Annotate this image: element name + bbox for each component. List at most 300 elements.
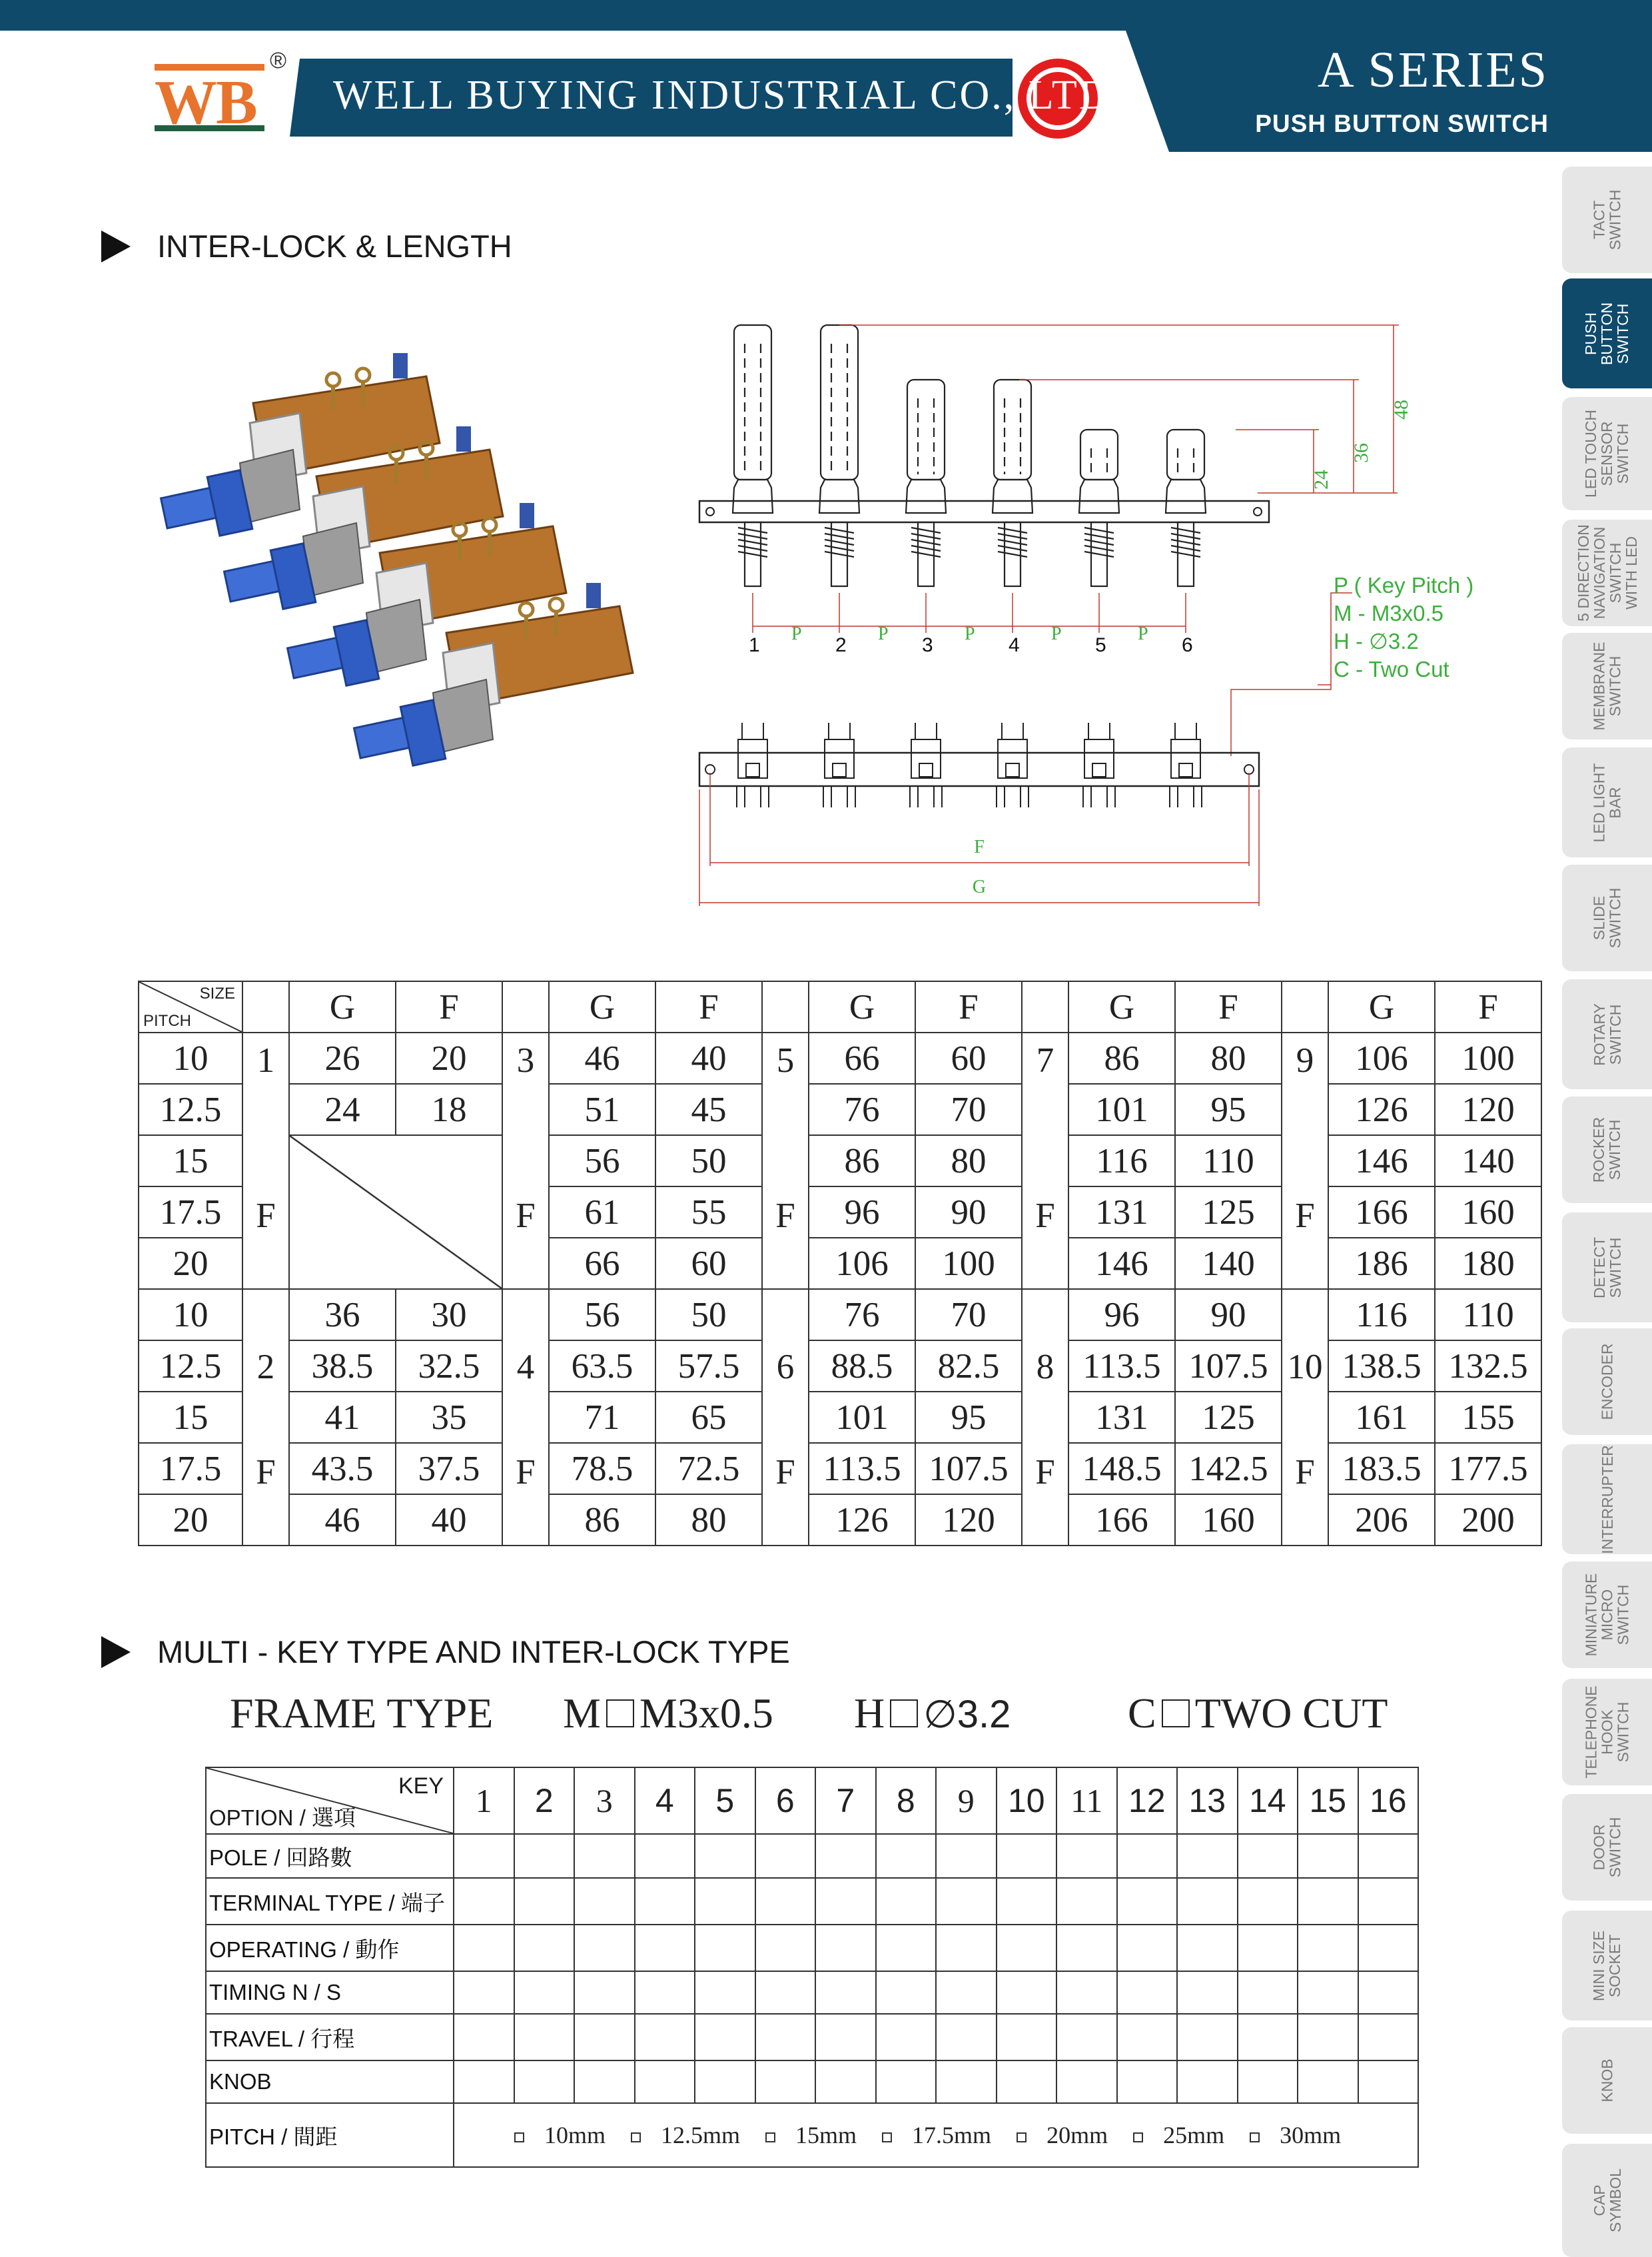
option-cell[interactable] bbox=[1056, 1971, 1117, 2014]
option-row-label: KNOB bbox=[206, 2060, 454, 2103]
f-value: 80 bbox=[915, 1135, 1022, 1186]
key-header-10: 10 bbox=[997, 1767, 1057, 1834]
option-cell[interactable] bbox=[1298, 2014, 1358, 2060]
key-header-15: 15 bbox=[1298, 1767, 1358, 1834]
checkbox-h[interactable] bbox=[890, 1699, 918, 1727]
option-cell[interactable] bbox=[997, 2014, 1057, 2060]
g-value: 96 bbox=[1068, 1289, 1175, 1340]
pitch-value: 10 bbox=[139, 1033, 242, 1084]
side-tab-label: KNOB bbox=[1598, 2058, 1616, 2102]
option-cell[interactable] bbox=[1177, 2014, 1238, 2060]
option-cell[interactable] bbox=[635, 2060, 695, 2103]
option-cell[interactable] bbox=[1117, 2014, 1178, 2060]
f-value: 45 bbox=[655, 1084, 762, 1135]
side-tab-label: ROTARY SWITCH bbox=[1590, 1003, 1624, 1066]
key-number-3: 3 bbox=[922, 634, 933, 656]
option-cell[interactable] bbox=[936, 1878, 997, 1925]
g-value: 56 bbox=[549, 1135, 655, 1186]
key-f-label: F bbox=[256, 1453, 276, 1492]
drawing-key-3 bbox=[906, 380, 946, 586]
g-value: 88.5 bbox=[809, 1340, 915, 1392]
side-tab-miniature-micro-switch[interactable] bbox=[1562, 1562, 1652, 1668]
option-cell[interactable] bbox=[574, 1971, 635, 2014]
f-value: 57.5 bbox=[655, 1340, 762, 1392]
option-cell[interactable] bbox=[936, 1925, 997, 1971]
drawing-terminal-5 bbox=[1083, 723, 1115, 807]
option-cell[interactable] bbox=[876, 1834, 937, 1878]
option-label: OPTION / 選項 bbox=[209, 1805, 356, 1830]
col-header-g: G bbox=[1068, 981, 1175, 1033]
option-cell[interactable] bbox=[1117, 1925, 1178, 1971]
pitch-value: 15 bbox=[139, 1135, 242, 1186]
key-count-cell bbox=[1282, 1033, 1328, 1289]
frame-h-text: ∅3.2 bbox=[923, 1693, 1011, 1736]
option-cell[interactable] bbox=[1238, 1971, 1298, 2014]
pitch-value: 15 bbox=[139, 1392, 242, 1443]
side-tab-knob[interactable] bbox=[1562, 2027, 1652, 2134]
g-value: 78.5 bbox=[549, 1443, 655, 1494]
option-cell[interactable] bbox=[1298, 2060, 1358, 2103]
option-cell[interactable] bbox=[1358, 1834, 1419, 1878]
option-cell[interactable] bbox=[1238, 1925, 1298, 1971]
option-cell[interactable] bbox=[936, 1834, 997, 1878]
option-cell[interactable] bbox=[755, 1878, 816, 1925]
option-cell[interactable] bbox=[1056, 2014, 1117, 2060]
option-cell[interactable] bbox=[1358, 1878, 1419, 1925]
option-cell[interactable] bbox=[876, 1971, 937, 2014]
side-tab-label: ENCODER bbox=[1598, 1343, 1616, 1420]
option-row bbox=[206, 1925, 1418, 1971]
section-title: MULTI - KEY TYPE AND INTER-LOCK TYPE bbox=[157, 1634, 790, 1669]
f-value: 40 bbox=[396, 1494, 502, 1546]
option-cell[interactable] bbox=[1177, 1971, 1238, 2014]
f-value: 32.5 bbox=[396, 1340, 502, 1392]
f-value: 55 bbox=[655, 1186, 762, 1238]
g-value: 63.5 bbox=[549, 1340, 655, 1392]
col-header-g: G bbox=[1328, 981, 1435, 1033]
side-tab-detect-switch[interactable] bbox=[1562, 1212, 1652, 1322]
company-logo: WB bbox=[155, 68, 256, 137]
key-count: 1 bbox=[256, 1041, 275, 1080]
f-value: 140 bbox=[1175, 1238, 1282, 1289]
side-tab-membrane-switch[interactable] bbox=[1562, 633, 1652, 739]
side-tab-mini-size-socket[interactable] bbox=[1562, 1911, 1652, 2021]
option-row bbox=[206, 2014, 1418, 2060]
f-value: 18 bbox=[396, 1084, 502, 1135]
g-value: 46 bbox=[549, 1033, 655, 1084]
option-row bbox=[206, 2060, 1418, 2103]
option-cell[interactable] bbox=[695, 1834, 755, 1878]
g-value: 51 bbox=[549, 1084, 655, 1135]
option-cell[interactable] bbox=[815, 1878, 876, 1925]
key-count: 9 bbox=[1296, 1041, 1314, 1080]
pitch-checkbox[interactable] bbox=[1250, 2132, 1260, 2142]
option-row bbox=[206, 1971, 1418, 2014]
option-cell[interactable] bbox=[876, 1878, 937, 1925]
g-value: 113.5 bbox=[809, 1443, 915, 1494]
option-cell[interactable] bbox=[514, 1925, 575, 1971]
option-cell[interactable] bbox=[815, 1925, 876, 1971]
product-photo bbox=[140, 343, 676, 803]
key-count-cell bbox=[502, 1033, 549, 1289]
option-cell[interactable] bbox=[997, 1925, 1057, 1971]
triangle-bullet-icon bbox=[101, 1636, 131, 1668]
key-header-1: 1 bbox=[454, 1767, 514, 1834]
option-cell[interactable] bbox=[815, 1834, 876, 1878]
option-cell[interactable] bbox=[1056, 2060, 1117, 2103]
option-cell[interactable] bbox=[876, 1925, 937, 1971]
key-count-cell bbox=[242, 1033, 289, 1289]
option-cell[interactable] bbox=[514, 1971, 575, 2014]
option-cell[interactable] bbox=[936, 1971, 997, 2014]
table-row bbox=[139, 1494, 1541, 1546]
option-cell[interactable] bbox=[695, 1925, 755, 1971]
pitch-label: P bbox=[965, 624, 975, 644]
f-value: 82.5 bbox=[915, 1340, 1022, 1392]
option-cell[interactable] bbox=[815, 2060, 876, 2103]
side-tab-label: LED TOUCH SENSOR SWITCH bbox=[1582, 409, 1632, 498]
option-cell[interactable] bbox=[574, 2060, 635, 2103]
key-f-label: F bbox=[775, 1196, 795, 1235]
option-cell[interactable] bbox=[1238, 2060, 1298, 2103]
option-cell[interactable] bbox=[1298, 1878, 1358, 1925]
option-cell[interactable] bbox=[1238, 1878, 1298, 1925]
pitch-value: 12.5 bbox=[139, 1340, 242, 1392]
f-value: 90 bbox=[1175, 1289, 1282, 1340]
option-row bbox=[206, 1834, 1418, 1878]
side-tab-label: PUSH BUTTON SWITCH bbox=[1582, 302, 1632, 365]
pitch-checkbox[interactable] bbox=[882, 2132, 892, 2142]
side-tab-push-button-switch[interactable] bbox=[1562, 278, 1652, 388]
g-value: 126 bbox=[809, 1494, 915, 1546]
key-header-7: 7 bbox=[815, 1767, 876, 1834]
option-cell[interactable] bbox=[695, 2014, 755, 2060]
side-tab-label: SLIDE SWITCH bbox=[1590, 887, 1624, 949]
option-cell[interactable] bbox=[876, 2060, 937, 2103]
option-cell[interactable] bbox=[815, 2014, 876, 2060]
option-cell[interactable] bbox=[635, 1878, 695, 1925]
f-value: 80 bbox=[1175, 1033, 1282, 1084]
col-header-f: F bbox=[396, 981, 502, 1033]
key-header-3: 3 bbox=[574, 1767, 635, 1834]
key-count-cell bbox=[502, 1289, 549, 1546]
pitch-option-label: 30mm bbox=[1280, 2122, 1342, 2148]
key-header-5: 5 bbox=[695, 1767, 755, 1834]
pitch-checkbox[interactable] bbox=[765, 2132, 775, 2142]
side-tab-telephone-hook-switch[interactable] bbox=[1562, 1679, 1652, 1785]
f-value: 125 bbox=[1175, 1392, 1282, 1443]
f-value: 70 bbox=[915, 1289, 1022, 1340]
option-cell[interactable] bbox=[1358, 1925, 1419, 1971]
f-value: 140 bbox=[1435, 1135, 1541, 1186]
col-header-f: F bbox=[1435, 981, 1541, 1033]
key-count: 2 bbox=[256, 1348, 275, 1386]
g-value: 126 bbox=[1328, 1084, 1435, 1135]
side-tab-rocker-switch[interactable] bbox=[1562, 1097, 1652, 1203]
key-count-cell bbox=[762, 1033, 809, 1289]
col-header-f: F bbox=[655, 981, 762, 1033]
option-cell[interactable] bbox=[635, 1834, 695, 1878]
triangle-bullet-icon bbox=[101, 230, 131, 262]
key-count-header-blank bbox=[242, 981, 289, 1033]
key-header-13: 13 bbox=[1177, 1767, 1238, 1834]
pitch-checkbox[interactable] bbox=[1017, 2132, 1027, 2142]
side-tab-interrupter[interactable] bbox=[1562, 1444, 1652, 1554]
option-cell[interactable] bbox=[574, 1834, 635, 1878]
drawing-key-5 bbox=[1079, 430, 1119, 586]
option-cell[interactable] bbox=[1177, 2060, 1238, 2103]
size-pitch-header bbox=[139, 981, 242, 1033]
side-tab-label: MEMBRANE SWITCH bbox=[1590, 642, 1624, 731]
pitch-checkbox[interactable] bbox=[514, 2132, 524, 2142]
option-cell[interactable] bbox=[755, 1971, 816, 2014]
option-cell[interactable] bbox=[635, 1971, 695, 2014]
option-cell[interactable] bbox=[514, 1834, 575, 1878]
key-f-label: F bbox=[1295, 1196, 1315, 1235]
dim-g-label: G bbox=[972, 877, 987, 897]
g-value: 138.5 bbox=[1328, 1340, 1435, 1392]
table-row bbox=[139, 1135, 1541, 1186]
option-cell[interactable] bbox=[1117, 1878, 1178, 1925]
f-value: 107.5 bbox=[915, 1443, 1022, 1494]
pitch-value: 20 bbox=[139, 1494, 242, 1546]
g-value: 86 bbox=[1068, 1033, 1175, 1084]
f-value: 160 bbox=[1435, 1186, 1541, 1238]
series-title: A SERIES bbox=[1317, 42, 1549, 98]
key-count: 10 bbox=[1287, 1348, 1323, 1386]
option-cell[interactable] bbox=[1117, 1834, 1178, 1878]
drawing-key-2 bbox=[819, 325, 859, 586]
option-cell[interactable] bbox=[1177, 1925, 1238, 1971]
g-value: 106 bbox=[809, 1238, 915, 1289]
g-value: 76 bbox=[809, 1289, 915, 1340]
col-header-f: F bbox=[915, 981, 1022, 1033]
pitch-value: 12.5 bbox=[139, 1084, 242, 1135]
option-cell[interactable] bbox=[815, 1971, 876, 2014]
pitch-option-label: 15mm bbox=[795, 2122, 857, 2148]
g-value: 86 bbox=[809, 1135, 915, 1186]
table-row bbox=[139, 1084, 1541, 1135]
option-cell[interactable] bbox=[755, 2014, 816, 2060]
option-cell[interactable] bbox=[574, 1878, 635, 1925]
side-tab-slide-switch[interactable] bbox=[1562, 865, 1652, 971]
option-cell[interactable] bbox=[695, 2060, 755, 2103]
pitch-label: P bbox=[878, 624, 889, 644]
option-cell[interactable] bbox=[695, 1878, 755, 1925]
side-tab-led-light-bar[interactable] bbox=[1562, 747, 1652, 857]
key-count: 6 bbox=[776, 1348, 795, 1386]
pitch-checkbox[interactable] bbox=[1133, 2132, 1143, 2142]
option-cell[interactable] bbox=[1117, 1971, 1178, 2014]
option-cell[interactable] bbox=[635, 2014, 695, 2060]
option-cell[interactable] bbox=[1056, 1925, 1117, 1971]
f-value: 35 bbox=[396, 1392, 502, 1443]
g-value: 146 bbox=[1068, 1238, 1175, 1289]
col-header-g: G bbox=[809, 981, 915, 1033]
pitch-label: P bbox=[1138, 624, 1148, 644]
legend-m: M - M3x0.5 bbox=[1334, 601, 1444, 626]
dim-f-label: F bbox=[974, 837, 985, 857]
option-cell[interactable] bbox=[1117, 2060, 1178, 2103]
col-header-f: F bbox=[1175, 981, 1282, 1033]
option-cell[interactable] bbox=[876, 2014, 937, 2060]
key-count: 5 bbox=[776, 1041, 795, 1080]
key-label: KEY bbox=[398, 1773, 444, 1799]
g-value: 43.5 bbox=[289, 1443, 396, 1494]
side-tab-label: TELEPHONE HOOK SWITCH bbox=[1582, 1685, 1632, 1779]
option-cell[interactable] bbox=[936, 2060, 997, 2103]
side-tab-rotary-switch[interactable] bbox=[1562, 979, 1652, 1089]
f-value: 50 bbox=[655, 1289, 762, 1340]
pitch-label: P bbox=[791, 624, 802, 644]
f-value: 40 bbox=[655, 1033, 762, 1084]
key-f-label: F bbox=[256, 1196, 276, 1235]
registered-mark: ® bbox=[270, 48, 287, 73]
option-cell[interactable] bbox=[755, 2060, 816, 2103]
option-cell[interactable] bbox=[1056, 1878, 1117, 1925]
option-cell[interactable] bbox=[1298, 1925, 1358, 1971]
side-tab-door-switch[interactable] bbox=[1562, 1794, 1652, 1901]
option-cell[interactable] bbox=[1358, 1971, 1419, 2014]
g-value: 106 bbox=[1328, 1033, 1435, 1084]
g-value: 26 bbox=[289, 1033, 396, 1084]
option-cell[interactable] bbox=[1238, 1834, 1298, 1878]
option-cell[interactable] bbox=[454, 1971, 514, 2014]
key-count: 4 bbox=[516, 1348, 535, 1386]
pitch-checkbox[interactable] bbox=[631, 2132, 641, 2142]
option-row-label: TIMING N / S bbox=[206, 1971, 454, 2014]
dim-48: 48 bbox=[1390, 400, 1412, 420]
option-cell[interactable] bbox=[755, 1925, 816, 1971]
f-value: 100 bbox=[915, 1238, 1022, 1289]
key-count-header-blank bbox=[1282, 981, 1328, 1033]
key-header-14: 14 bbox=[1238, 1767, 1298, 1834]
f-value: 120 bbox=[1435, 1084, 1541, 1135]
pitch-option-label: 17.5mm bbox=[912, 2122, 992, 2148]
option-cell[interactable] bbox=[1177, 1834, 1238, 1878]
option-cell[interactable] bbox=[695, 1971, 755, 2014]
option-cell[interactable] bbox=[1358, 2014, 1419, 2060]
g-value: 206 bbox=[1328, 1494, 1435, 1546]
option-cell[interactable] bbox=[514, 1878, 575, 1925]
drawing-key-6 bbox=[1166, 430, 1206, 586]
section-heading-interlock bbox=[101, 228, 512, 265]
f-value: 80 bbox=[655, 1494, 762, 1546]
option-cell[interactable] bbox=[997, 1834, 1057, 1878]
option-cell[interactable] bbox=[454, 1834, 514, 1878]
option-cell[interactable] bbox=[1298, 1971, 1358, 2014]
checkbox-c[interactable] bbox=[1162, 1699, 1190, 1727]
side-tab-label: ROCKER SWITCH bbox=[1590, 1117, 1624, 1183]
frame-type-c bbox=[1128, 1689, 1388, 1738]
g-value: 161 bbox=[1328, 1392, 1435, 1443]
g-value: 24 bbox=[289, 1084, 396, 1135]
side-tab-led-touch-sensor-switch[interactable] bbox=[1562, 397, 1652, 510]
g-value: 71 bbox=[549, 1392, 655, 1443]
side-tab-label: INTERRUPTER bbox=[1598, 1444, 1616, 1554]
side-tab-cap-symbol[interactable] bbox=[1562, 2144, 1652, 2257]
f-value: 155 bbox=[1435, 1392, 1541, 1443]
g-value: 166 bbox=[1068, 1494, 1175, 1546]
drawing-terminal-3 bbox=[910, 723, 942, 807]
section-heading-multikey bbox=[101, 1633, 790, 1671]
option-cell[interactable] bbox=[997, 1971, 1057, 2014]
f-value: 90 bbox=[915, 1186, 1022, 1238]
option-cell[interactable] bbox=[454, 2014, 514, 2060]
side-tab-label: LED LIGHT BAR bbox=[1590, 763, 1624, 842]
f-value: 125 bbox=[1175, 1186, 1282, 1238]
key-count-cell bbox=[242, 1289, 289, 1546]
g-value: 36 bbox=[289, 1289, 396, 1340]
key-count-cell bbox=[1282, 1289, 1328, 1546]
checkbox-m[interactable] bbox=[606, 1699, 634, 1727]
g-value: 38.5 bbox=[289, 1340, 396, 1392]
option-cell[interactable] bbox=[997, 2060, 1057, 2103]
g-value: 116 bbox=[1068, 1135, 1175, 1186]
key-header-9: 9 bbox=[936, 1767, 997, 1834]
option-cell[interactable] bbox=[936, 2014, 997, 2060]
g-value: 46 bbox=[289, 1494, 396, 1546]
key-header-16: 16 bbox=[1358, 1767, 1419, 1834]
frame-type-label: FRAME TYPE bbox=[230, 1689, 494, 1737]
legend-h: H - ∅3.2 bbox=[1334, 629, 1419, 654]
option-cell[interactable] bbox=[997, 1878, 1057, 1925]
option-cell[interactable] bbox=[454, 1925, 514, 1971]
f-value: 120 bbox=[915, 1494, 1022, 1546]
f-value: 160 bbox=[1175, 1494, 1282, 1546]
option-cell[interactable] bbox=[454, 2060, 514, 2103]
key-number-1: 1 bbox=[749, 634, 760, 656]
option-cell[interactable] bbox=[635, 1925, 695, 1971]
side-tab-5-direction-navigation-switch-with-led[interactable] bbox=[1562, 520, 1652, 626]
key-header-2: 2 bbox=[514, 1767, 575, 1834]
side-tab-label: 5 DIRECTION NAVIGATION SWITCH WITH LED bbox=[1574, 524, 1640, 622]
option-cell[interactable] bbox=[454, 1878, 514, 1925]
drawing-terminal-4 bbox=[997, 723, 1029, 807]
pitch-row-label: PITCH / 間距 bbox=[206, 2103, 454, 2167]
option-cell[interactable] bbox=[755, 1834, 816, 1878]
col-header-g: G bbox=[289, 981, 396, 1033]
option-cell[interactable] bbox=[514, 2060, 575, 2103]
drawing-terminal-1 bbox=[737, 723, 769, 807]
option-cell[interactable] bbox=[1358, 2060, 1419, 2103]
option-cell[interactable] bbox=[574, 1925, 635, 1971]
side-tab-tact-switch[interactable] bbox=[1562, 167, 1652, 273]
option-cell[interactable] bbox=[514, 2014, 575, 2060]
pitch-option-label: 25mm bbox=[1163, 2122, 1225, 2148]
side-tab-encoder[interactable] bbox=[1562, 1328, 1652, 1435]
col-header-g: G bbox=[549, 981, 655, 1033]
key-count-header-blank bbox=[1022, 981, 1068, 1033]
option-cell[interactable] bbox=[1056, 1834, 1117, 1878]
frame-h-letter: H bbox=[854, 1689, 885, 1737]
option-cell[interactable] bbox=[1177, 1878, 1238, 1925]
key-number-5: 5 bbox=[1095, 634, 1106, 656]
option-cell[interactable] bbox=[574, 2014, 635, 2060]
option-cell[interactable] bbox=[1238, 2014, 1298, 2060]
key-header-6: 6 bbox=[755, 1767, 816, 1834]
key-f-label: F bbox=[516, 1196, 536, 1235]
key-header-11: 11 bbox=[1056, 1767, 1117, 1834]
option-table bbox=[205, 1767, 1419, 2168]
pitch-value: 17.5 bbox=[139, 1186, 242, 1238]
side-tab-label: MINIATURE MICRO SWITCH bbox=[1582, 1573, 1632, 1657]
option-cell[interactable] bbox=[1298, 1834, 1358, 1878]
size-label: SIZE bbox=[199, 985, 235, 1003]
key-count-cell bbox=[1022, 1289, 1068, 1546]
g-value: 56 bbox=[549, 1289, 655, 1340]
pitch-option-label: 10mm bbox=[544, 2122, 606, 2148]
